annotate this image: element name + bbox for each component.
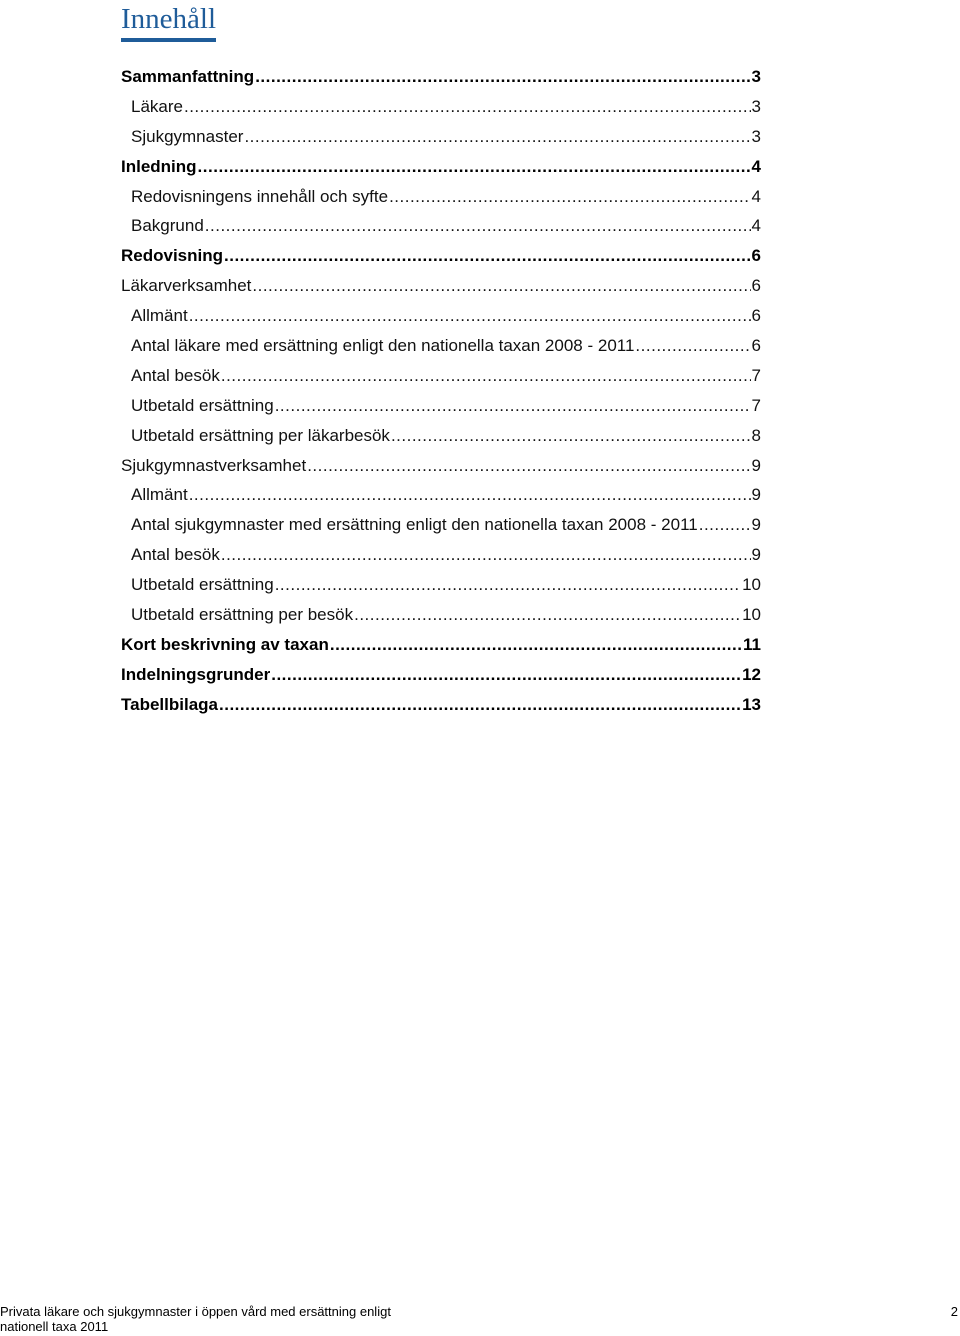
- footer-page-number: 2: [950, 1304, 958, 1319]
- toc-entry-page-number: 6: [751, 336, 761, 356]
- toc-entry[interactable]: [121, 122, 761, 152]
- toc-entry[interactable]: [121, 271, 761, 301]
- toc-entry[interactable]: [121, 361, 761, 391]
- toc-dot-leader: [189, 480, 751, 510]
- toc-entry-page-number: 9: [751, 455, 761, 475]
- toc-entry-label: Sjukgymnaster: [131, 126, 244, 146]
- toc-entry[interactable]: [121, 182, 761, 212]
- toc-entry-label: Sammanfattning: [121, 67, 255, 86]
- toc-entry-label: Inledning: [121, 156, 197, 176]
- toc-dot-leader: [389, 182, 750, 212]
- toc-dot-leader: [330, 630, 742, 660]
- toc-entry-label: Antal sjukgymnaster med ersättning enligt den nationella taxan 2008 - 2011: [131, 515, 698, 535]
- toc-entry-page-number: 12: [742, 664, 761, 684]
- toc-entry-label: Antal läkare med ersättning enligt den nationella taxan 2008 - 2011: [131, 336, 635, 356]
- toc-entry[interactable]: [121, 540, 761, 570]
- toc-entry-label: Utbetald ersättning: [131, 575, 274, 595]
- toc-entry-page-number: 6: [751, 276, 761, 296]
- toc-entry-page-number: 7: [751, 395, 761, 415]
- toc-entry[interactable]: [121, 241, 761, 271]
- toc-entry-label: Läkare: [131, 96, 183, 116]
- toc-entry-page-number: 4: [751, 186, 761, 206]
- toc-dot-leader: [307, 451, 750, 481]
- footer-title-line-1: Privata läkare och sjukgymnaster i öppen vård med ersättning enligt: [0, 1304, 391, 1319]
- toc-entry[interactable]: [121, 690, 761, 720]
- toc-entry-page-number: 13: [742, 694, 761, 714]
- toc-dot-leader: [391, 421, 751, 451]
- toc-dot-leader: [244, 122, 750, 152]
- toc-entry[interactable]: [121, 92, 761, 122]
- toc-entry[interactable]: [121, 570, 761, 600]
- toc-entry-page-number: 3: [751, 96, 761, 116]
- toc-entry-page-number: 3: [751, 126, 761, 146]
- toc-dot-leader: [205, 211, 751, 241]
- toc-entry-label: Sjukgymnastverksamhet: [121, 455, 307, 475]
- toc-entry-page-number: 10: [742, 605, 761, 625]
- toc-dot-leader: [221, 540, 751, 570]
- toc-dot-leader: [271, 660, 741, 690]
- toc-entry[interactable]: [121, 600, 761, 630]
- toc-entry-label: Allmänt: [131, 485, 188, 505]
- toc-entry-page-number: 9: [751, 485, 761, 505]
- toc-entry[interactable]: [121, 660, 761, 690]
- toc-entry[interactable]: [121, 630, 761, 660]
- toc-dot-leader: [198, 152, 751, 182]
- page-heading: Innehåll: [121, 3, 217, 35]
- heading-underline: [121, 38, 216, 42]
- toc-entry-page-number: 4: [751, 156, 761, 176]
- toc-dot-leader: [184, 92, 751, 122]
- toc-entry-label: Redovisningens innehåll och syfte: [131, 186, 389, 206]
- toc-entry-page-number: 8: [751, 425, 761, 445]
- toc-entry-label: Antal besök: [131, 365, 220, 385]
- footer-document-title: [0, 1304, 420, 1334]
- toc-entry-label: Indelningsgrunder: [121, 664, 271, 684]
- toc-dot-leader: [275, 570, 741, 600]
- toc-entry-page-number: 11: [743, 634, 761, 654]
- toc-entry-label: Antal besök: [131, 545, 220, 565]
- toc-dot-leader: [255, 62, 750, 92]
- toc-dot-leader: [219, 690, 741, 720]
- toc-entry-page-number: 10: [742, 575, 761, 595]
- toc-entry-label: Allmänt: [131, 306, 188, 326]
- toc-entry-label: Redovisning: [121, 246, 224, 266]
- toc-entry-label: Bakgrund: [131, 216, 204, 236]
- toc-entry-page-number: 7: [751, 365, 761, 385]
- toc-entry-label: Utbetald ersättning per besök: [131, 605, 354, 625]
- toc-dot-leader: [189, 301, 751, 331]
- toc-entry[interactable]: [121, 421, 761, 451]
- toc-entry[interactable]: [121, 510, 761, 540]
- toc-entry-page-number: 4: [751, 216, 761, 236]
- toc-entry-label: Läkarverksamhet: [121, 276, 252, 296]
- toc-entry-label: Utbetald ersättning per läkarbesök: [131, 425, 390, 445]
- toc-entry[interactable]: [121, 391, 761, 421]
- toc-entry-page-number: 3: [751, 67, 761, 86]
- toc-entry-page-number: 6: [751, 306, 761, 326]
- toc-entry[interactable]: [121, 451, 761, 481]
- toc-dot-leader: [252, 271, 750, 301]
- toc-entry[interactable]: [121, 62, 761, 92]
- toc-dot-leader: [354, 600, 741, 630]
- toc-entry-page-number: 6: [751, 246, 761, 266]
- toc-dot-leader: [635, 331, 750, 361]
- toc-entry[interactable]: [121, 331, 761, 361]
- footer-title-line-2: nationell taxa 2011: [0, 1319, 109, 1334]
- toc-dot-leader: [224, 241, 751, 271]
- toc-dot-leader: [699, 510, 751, 540]
- table-of-contents: [121, 62, 761, 720]
- toc-entry-label: Kort beskrivning av taxan: [121, 634, 329, 654]
- toc-entry[interactable]: [121, 301, 761, 331]
- toc-dot-leader: [221, 361, 751, 391]
- toc-entry[interactable]: [121, 152, 761, 182]
- toc-entry[interactable]: [121, 211, 761, 241]
- toc-entry[interactable]: [121, 480, 761, 510]
- toc-dot-leader: [275, 391, 751, 421]
- toc-entry-page-number: 9: [751, 515, 761, 535]
- toc-entry-label: Utbetald ersättning: [131, 395, 274, 415]
- toc-entry-label: Tabellbilaga: [121, 694, 218, 714]
- toc-entry-page-number: 9: [751, 545, 761, 565]
